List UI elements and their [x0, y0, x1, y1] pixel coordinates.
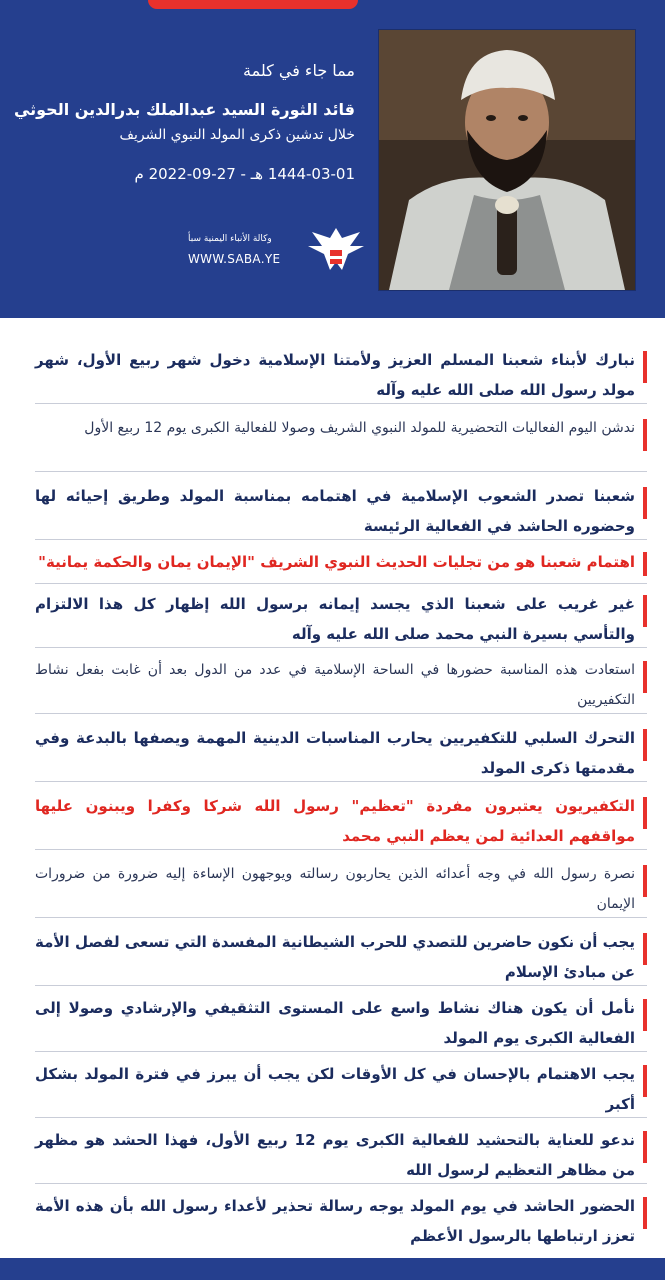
item-marker — [643, 1065, 647, 1097]
list-item — [35, 345, 647, 404]
item-text: التحرك السلبي للتكفيريين يحارب المناسبات الدينية المهمة ويصفها بالبدعة وفي مقدمتها ذكرى المولد — [35, 729, 635, 777]
item-marker — [643, 487, 647, 519]
list-item — [35, 1191, 647, 1249]
list-item — [35, 589, 647, 648]
list-item — [35, 1059, 647, 1118]
agency-name: وكالة الأنباء اليمنية سبأ — [188, 234, 272, 244]
item-text: استعادت هذه المناسبة حضورها في الساحة الإسلامية في عدد من الدول بعد أن غابت بفعل نشاط التكفيريين — [35, 662, 635, 708]
item-marker — [643, 351, 647, 383]
item-marker — [643, 419, 647, 451]
agency-url: WWW.SABA.YE — [188, 252, 281, 266]
eagle-icon — [306, 224, 366, 276]
item-text: يجب أن نكون حاضرين للتصدي للحرب الشيطانية المفسدة التي تسعى لفصل الأمة عن مبادئ الإسلام — [35, 933, 635, 981]
logo-text — [188, 234, 288, 266]
list-item — [35, 655, 647, 714]
speaker-portrait — [378, 29, 636, 291]
item-marker — [643, 933, 647, 965]
item-marker — [643, 595, 647, 627]
speaker-name: قائد الثورة السيد عبدالملك بدرالدين الحوثي — [13, 100, 355, 119]
date-line: 1444-03-01 هـ - 27-09-2022 م — [134, 165, 355, 183]
item-text: شعبنا تصدر الشعوب الإسلامية في اهتمامه بمناسبة المولد وطريق إحيائه لها وحضوره الحاشد في الفعالية الرئيسة — [35, 487, 635, 535]
item-marker — [643, 729, 647, 761]
item-text: غير غريب على شعبنا الذي يجسد إيمانه برسول الله إظهار كل هذا الالتزام والتأسي بسيرة النبي محمد صلى الله عليه وآله — [35, 595, 635, 643]
list-item — [35, 547, 647, 584]
top-tab-decoration — [148, 0, 358, 9]
footer-bar — [0, 1258, 665, 1280]
item-text: يجب الاهتمام بالإحسان في كل الأوقات لكن يجب أن يبرز في فترة المولد بشكل أكبر — [35, 1065, 635, 1113]
item-text: ندعو للعناية بالتحشيد للفعالية الكبرى يوم 12 ربيع الأول، فهذا الحشد هو مظهر من مظاهر التعظيم لرسول الله — [35, 1131, 635, 1179]
item-text: الحضور الحاشد في يوم المولد يوجه رسالة تحذير لأعداء رسول الله بأن هذه الأمة تعزز ارتباطها بالرسول الأعظم — [35, 1197, 635, 1245]
occasion-line: خلال تدشين ذكرى المولد النبوي الشريف — [119, 127, 355, 143]
item-marker — [643, 1197, 647, 1229]
item-marker — [643, 661, 647, 693]
item-text: التكفيريون يعتبرون مفردة "تعظيم" رسول الله شركا وكفرا ويبنون عليها مواقفهم العدائية لمن يعظم النبي محمد — [35, 797, 635, 845]
list-item — [35, 723, 647, 782]
list-item — [35, 791, 647, 850]
item-marker — [643, 999, 647, 1031]
item-text: نبارك لأبناء شعبنا المسلم العزيز ولأمتنا الإسلامية دخول شهر ربيع الأول، شهر مولد رسول الله صلى الله عليه وآله — [35, 351, 635, 399]
item-marker — [643, 552, 647, 576]
intro-line: مما جاء في كلمة — [243, 61, 355, 80]
list-item — [35, 859, 647, 918]
item-text: ندشن اليوم الفعاليات التحضيرية للمولد النبوي الشريف وصولا للفعالية الكبرى يوم 12 ربيع الأول — [84, 420, 635, 436]
list-item — [35, 993, 647, 1052]
item-text: نصرة رسول الله في وجه أعدائه الذين يحاربون رسالته ويوجهون الإساءة إليه ضرورة من ضرورات الإيمان — [35, 866, 635, 912]
list-item — [35, 481, 647, 540]
saba-logo — [188, 224, 368, 284]
item-text: نأمل أن يكون هناك نشاط واسع على المستوى التثقيفي والإرشادي وصولا إلى الفعالية الكبرى يوم المولد — [35, 999, 635, 1047]
header-banner — [0, 0, 665, 318]
portrait-illustration — [379, 30, 635, 290]
item-text: اهتمام شعبنا هو من تجليات الحديث النبوي الشريف "الإيمان يمان والحكمة يمانية" — [38, 553, 635, 571]
item-marker — [643, 797, 647, 829]
header-text-block — [0, 55, 355, 183]
list-item — [35, 1125, 647, 1184]
item-marker — [643, 1131, 647, 1163]
item-marker — [643, 865, 647, 897]
list-item — [35, 927, 647, 986]
list-item — [35, 413, 647, 472]
